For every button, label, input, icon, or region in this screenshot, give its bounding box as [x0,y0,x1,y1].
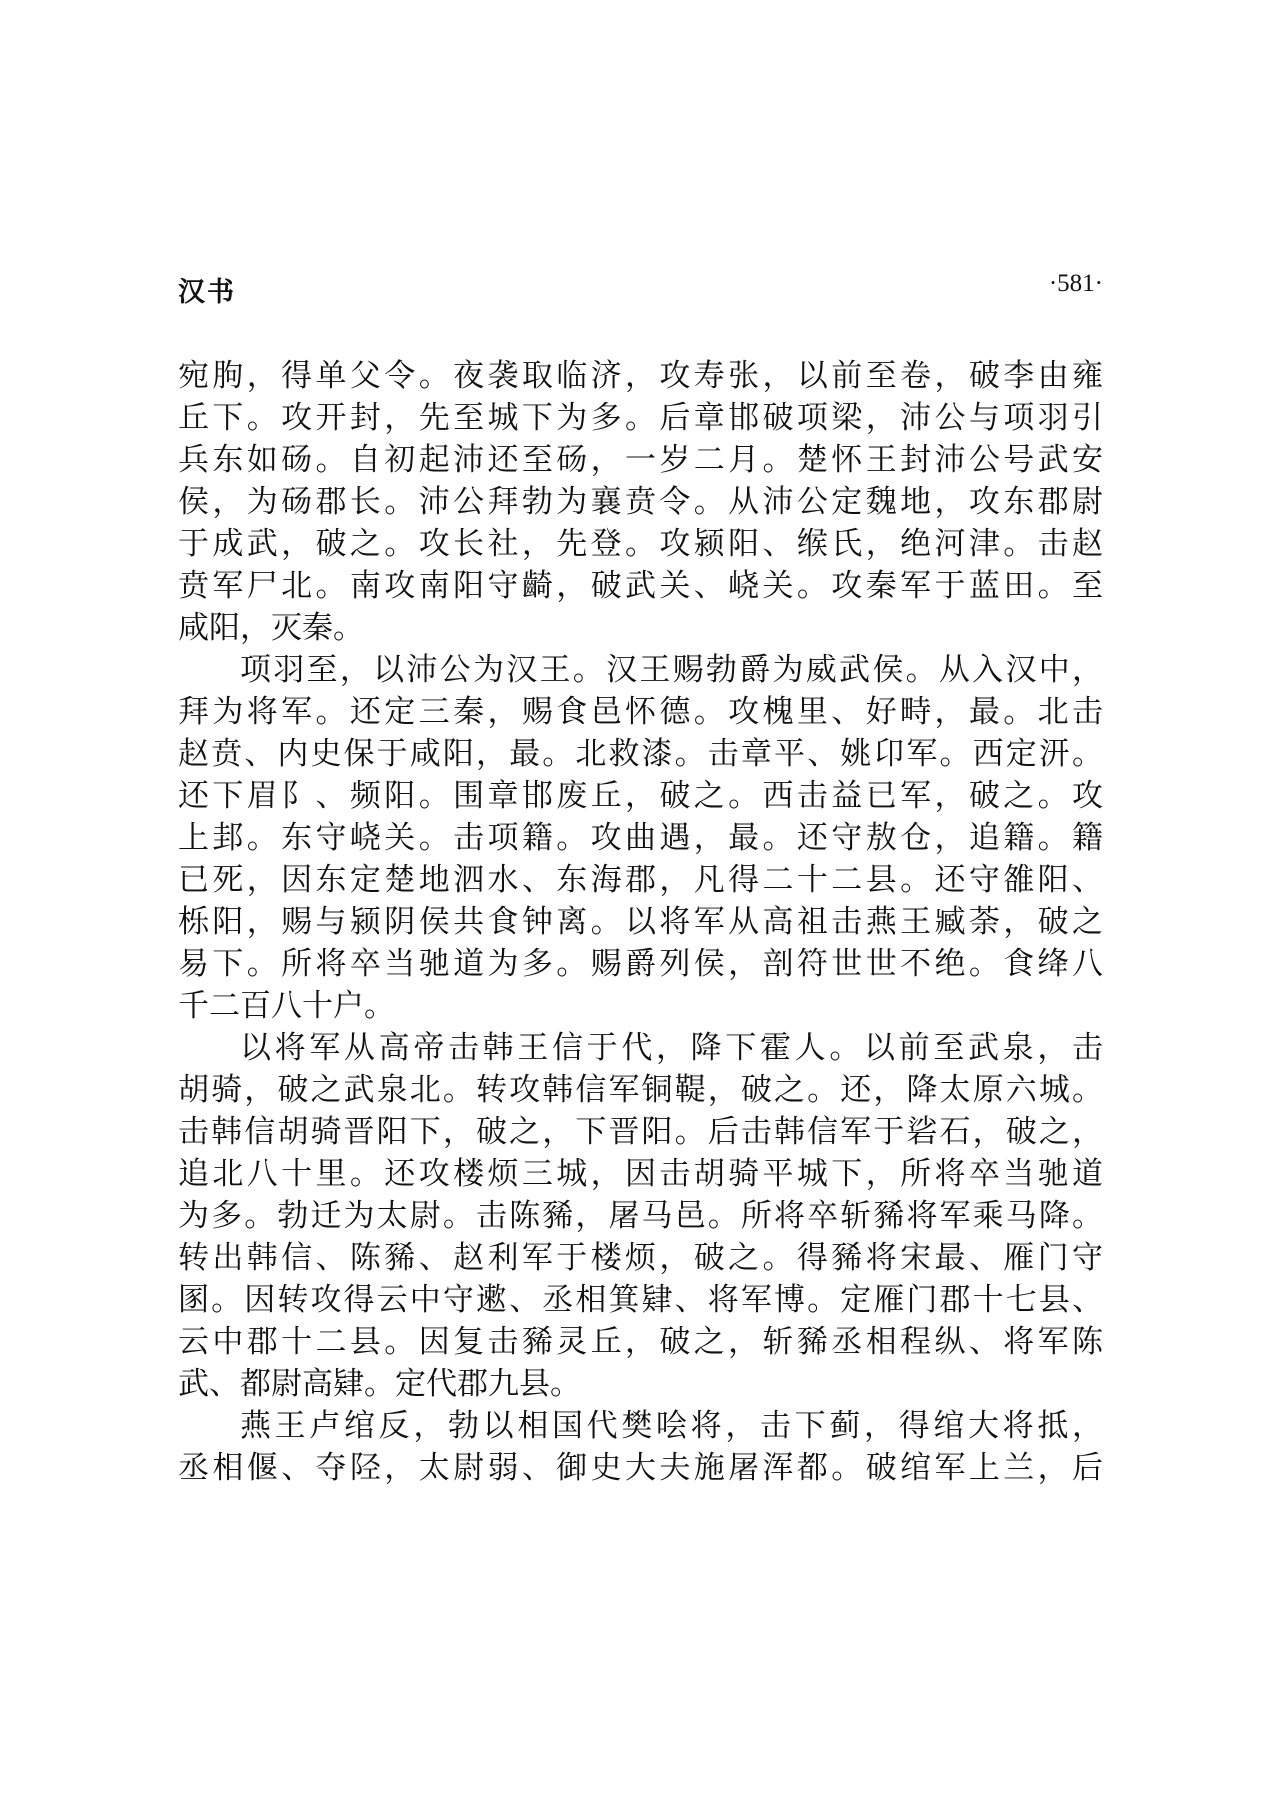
text-line: 丞相偃、夺陉，太尉弱、御史大夫施屠浑都。破绾军上兰，后 [178,1450,1103,1486]
text-line: 丘下。攻开封，先至城下为多。后章邯破项梁，沛公与项羽引 [178,400,1103,436]
text-line: 宛朐，得单父令。夜袭取临济，攻寿张，以前至卷，破李由雍 [178,358,1103,394]
book-title: 汉书 [178,277,236,308]
text-line: 转出韩信、陈豨、赵利军于楼烦，破之。得豨将宋最、雁门守 [178,1240,1103,1276]
body-text [178,355,1103,1489]
text-line: 赵贲、内史保于咸阳，最。北救漆。击章平、姚卬军。西定汧。 [178,736,1103,772]
text-line: 上邽。东守峣关。击项籍。攻曲遇，最。还守敖仓，追籍。籍 [178,820,1103,856]
text-line: 云中郡十二县。因复击豨灵丘，破之，斩豨丞相程纵、将军陈 [178,1324,1103,1360]
text-line: 兵东如砀。自初起沛还至砀，一岁二月。楚怀王封沛公号武安 [178,442,1103,478]
text-line: 武、都尉高肄。定代郡九县。 [178,1366,581,1402]
text-line: 千二百八十户。 [178,988,395,1024]
text-line: 还下眉阝、频阳。围章邯废丘，破之。西击益已军，破之。攻 [178,778,1103,814]
text-line: 圂。因转攻得云中守遬、丞相箕肄、将军博。定雁门郡十七县、 [178,1282,1103,1318]
text-line: 于成武，破之。攻长社，先登。攻颍阳、缑氏，绝河津。击赵 [178,526,1103,562]
text-line: 拜为将军。还定三秦，赐食邑怀德。攻槐里、好畤，最。北击 [178,694,1103,730]
text-line: 咸阳，灭秦。 [178,610,364,646]
text-line: 为多。勃迁为太尉。击陈豨，屠马邑。所将卒斩豨将军乘马降。 [178,1198,1103,1234]
text-line: 追北八十里。还攻楼烦三城，因击胡骑平城下，所将卒当驰道 [178,1156,1103,1192]
text-line: 击韩信胡骑晋阳下，破之，下晋阳。后击韩信军于硰石，破之， [178,1114,1103,1150]
text-line: 侯，为砀郡长。沛公拜勃为襄贲令。从沛公定魏地，攻东郡尉 [178,484,1103,520]
page-number: ·581· [1048,270,1103,297]
text-line: 贲军尸北。南攻南阳守齮，破武关、峣关。攻秦军于蓝田。至 [178,568,1103,604]
text-line: 胡骑，破之武泉北。转攻韩信军铜鞮，破之。还，降太原六城。 [178,1072,1103,1108]
text-line: 已死，因东定楚地泗水、东海郡，凡得二十二县。还守雒阳、 [178,862,1103,898]
running-header [178,270,1103,314]
text-line: 易下。所将卒当驰道为多。赐爵列侯，剖符世世不绝。食绛八 [178,946,1103,982]
paragraph-start-line: 项羽至，以沛公为汉王。汉王赐勃爵为威武侯。从入汉中， [240,652,1103,688]
text-line: 栎阳，赐与颍阴侯共食钟离。以将军从高祖击燕王臧荼，破之 [178,904,1103,940]
paragraph-start-line: 以将军从高帝击韩王信于代，降下霍人。以前至武泉，击 [240,1030,1103,1066]
paragraph-start-line: 燕王卢绾反，勃以相国代樊哙将，击下蓟，得绾大将抵， [240,1408,1103,1444]
